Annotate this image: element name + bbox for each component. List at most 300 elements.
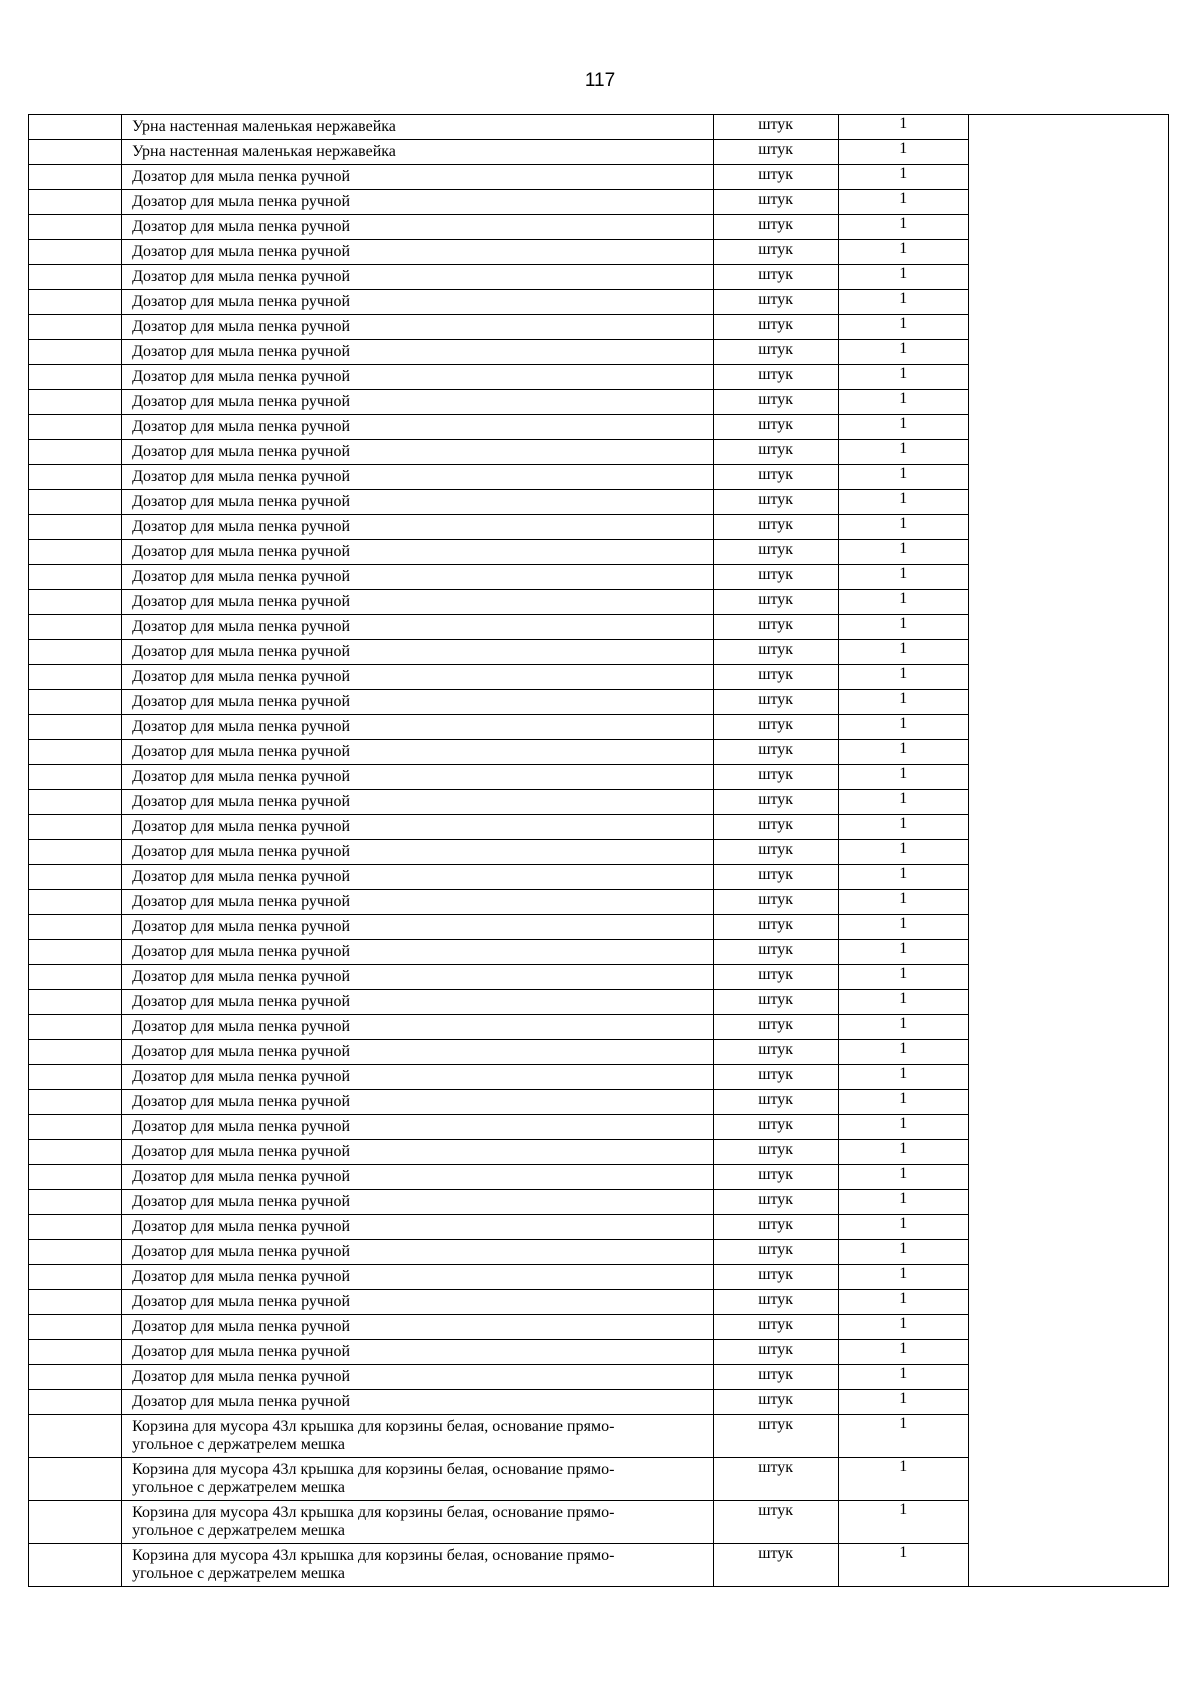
quantity-cell: 1 bbox=[838, 1040, 968, 1065]
note-cell bbox=[968, 465, 1168, 490]
quantity-cell: 1 bbox=[838, 515, 968, 540]
table-row bbox=[29, 715, 1169, 740]
row-number-cell bbox=[29, 640, 122, 665]
table-row bbox=[29, 265, 1169, 290]
quantity-cell: 1 bbox=[838, 340, 968, 365]
item-name-line: угольное с держатрелем мешка bbox=[132, 1436, 345, 1453]
table-row bbox=[29, 615, 1169, 640]
table-row bbox=[29, 1215, 1169, 1240]
unit-cell: штук bbox=[713, 115, 838, 140]
table-row bbox=[29, 1190, 1169, 1215]
item-name-line: угольное с держатрелем мешка bbox=[132, 1522, 345, 1539]
table-row bbox=[29, 390, 1169, 415]
item-name-cell: Дозатор для мыла пенка ручной bbox=[122, 190, 714, 215]
quantity-cell: 1 bbox=[838, 790, 968, 815]
quantity-cell: 1 bbox=[838, 1415, 968, 1458]
item-name-line: Корзина для мусора 43л крышка для корзины белая, основание прямо- bbox=[132, 1504, 615, 1521]
note-cell bbox=[968, 290, 1168, 315]
row-number-cell bbox=[29, 315, 122, 340]
note-cell bbox=[968, 1090, 1168, 1115]
table-row bbox=[29, 890, 1169, 915]
quantity-cell: 1 bbox=[838, 215, 968, 240]
row-number-cell bbox=[29, 1165, 122, 1190]
note-cell bbox=[968, 390, 1168, 415]
quantity-cell: 1 bbox=[838, 1501, 968, 1544]
unit-cell: штук bbox=[713, 365, 838, 390]
unit-cell: штук bbox=[713, 1290, 838, 1315]
table-row bbox=[29, 1390, 1169, 1415]
note-cell bbox=[968, 1501, 1168, 1544]
quantity-cell: 1 bbox=[838, 1165, 968, 1190]
quantity-cell: 1 bbox=[838, 1140, 968, 1165]
quantity-cell: 1 bbox=[838, 715, 968, 740]
quantity-cell: 1 bbox=[838, 165, 968, 190]
unit-cell: штук bbox=[713, 740, 838, 765]
table-row bbox=[29, 1415, 1169, 1458]
item-name-cell: Дозатор для мыла пенка ручной bbox=[122, 1165, 714, 1190]
row-number-cell bbox=[29, 765, 122, 790]
note-cell bbox=[968, 1240, 1168, 1265]
item-name-cell: Дозатор для мыла пенка ручной bbox=[122, 315, 714, 340]
quantity-cell: 1 bbox=[838, 315, 968, 340]
unit-cell: штук bbox=[713, 1065, 838, 1090]
row-number-cell bbox=[29, 1090, 122, 1115]
row-number-cell bbox=[29, 715, 122, 740]
note-cell bbox=[968, 565, 1168, 590]
note-cell bbox=[968, 1290, 1168, 1315]
quantity-cell: 1 bbox=[838, 1290, 968, 1315]
table-row bbox=[29, 865, 1169, 890]
table-row bbox=[29, 1140, 1169, 1165]
row-number-cell bbox=[29, 365, 122, 390]
row-number-cell bbox=[29, 890, 122, 915]
item-name-cell: Дозатор для мыла пенка ручной bbox=[122, 1265, 714, 1290]
row-number-cell bbox=[29, 1215, 122, 1240]
item-name-cell: Дозатор для мыла пенка ручной bbox=[122, 615, 714, 640]
quantity-cell: 1 bbox=[838, 190, 968, 215]
quantity-cell: 1 bbox=[838, 740, 968, 765]
item-name-cell: Дозатор для мыла пенка ручной bbox=[122, 515, 714, 540]
quantity-cell: 1 bbox=[838, 840, 968, 865]
row-number-cell bbox=[29, 1365, 122, 1390]
row-number-cell bbox=[29, 1290, 122, 1315]
unit-cell: штук bbox=[713, 140, 838, 165]
unit-cell: штук bbox=[713, 1265, 838, 1290]
row-number-cell bbox=[29, 1415, 122, 1458]
item-name-cell: Дозатор для мыла пенка ручной bbox=[122, 1240, 714, 1265]
note-cell bbox=[968, 340, 1168, 365]
unit-cell: штук bbox=[713, 1140, 838, 1165]
note-cell bbox=[968, 865, 1168, 890]
quantity-cell: 1 bbox=[838, 690, 968, 715]
item-name-cell: Дозатор для мыла пенка ручной bbox=[122, 1315, 714, 1340]
quantity-cell: 1 bbox=[838, 465, 968, 490]
item-name-cell bbox=[122, 1544, 714, 1587]
quantity-cell: 1 bbox=[838, 1115, 968, 1140]
row-number-cell bbox=[29, 1265, 122, 1290]
item-name-cell: Дозатор для мыла пенка ручной bbox=[122, 440, 714, 465]
row-number-cell bbox=[29, 1544, 122, 1587]
table-row bbox=[29, 290, 1169, 315]
note-cell bbox=[968, 1415, 1168, 1458]
note-cell bbox=[968, 1315, 1168, 1340]
unit-cell: штук bbox=[713, 440, 838, 465]
table-row bbox=[29, 990, 1169, 1015]
note-cell bbox=[968, 965, 1168, 990]
table-row bbox=[29, 840, 1169, 865]
quantity-cell: 1 bbox=[838, 265, 968, 290]
unit-cell: штук bbox=[713, 1115, 838, 1140]
unit-cell: штук bbox=[713, 965, 838, 990]
inventory-table bbox=[28, 114, 1169, 1587]
item-name-cell: Дозатор для мыла пенка ручной bbox=[122, 1140, 714, 1165]
note-cell bbox=[968, 215, 1168, 240]
quantity-cell: 1 bbox=[838, 415, 968, 440]
quantity-cell: 1 bbox=[838, 940, 968, 965]
note-cell bbox=[968, 1165, 1168, 1190]
note-cell bbox=[968, 1265, 1168, 1290]
unit-cell: штук bbox=[713, 640, 838, 665]
note-cell bbox=[968, 665, 1168, 690]
unit-cell: штук bbox=[713, 840, 838, 865]
item-name-cell: Дозатор для мыла пенка ручной bbox=[122, 365, 714, 390]
unit-cell: штук bbox=[713, 1190, 838, 1215]
item-name-cell: Дозатор для мыла пенка ручной bbox=[122, 465, 714, 490]
row-number-cell bbox=[29, 240, 122, 265]
table-row bbox=[29, 515, 1169, 540]
note-cell bbox=[968, 1215, 1168, 1240]
unit-cell: штук bbox=[713, 390, 838, 415]
table-row bbox=[29, 465, 1169, 490]
unit-cell: штук bbox=[713, 790, 838, 815]
unit-cell: штук bbox=[713, 1165, 838, 1190]
note-cell bbox=[968, 765, 1168, 790]
row-number-cell bbox=[29, 665, 122, 690]
quantity-cell: 1 bbox=[838, 290, 968, 315]
item-name-cell: Дозатор для мыла пенка ручной bbox=[122, 1290, 714, 1315]
table-row bbox=[29, 1365, 1169, 1390]
item-name-line: Корзина для мусора 43л крышка для корзины белая, основание прямо- bbox=[132, 1418, 615, 1435]
unit-cell: штук bbox=[713, 865, 838, 890]
table-row bbox=[29, 1115, 1169, 1140]
row-number-cell bbox=[29, 1065, 122, 1090]
note-cell bbox=[968, 815, 1168, 840]
quantity-cell: 1 bbox=[838, 1265, 968, 1290]
table-row bbox=[29, 1458, 1169, 1501]
quantity-cell: 1 bbox=[838, 590, 968, 615]
quantity-cell: 1 bbox=[838, 1544, 968, 1587]
item-name-cell: Дозатор для мыла пенка ручной bbox=[122, 915, 714, 940]
item-name-cell: Дозатор для мыла пенка ручной bbox=[122, 290, 714, 315]
unit-cell: штук bbox=[713, 1315, 838, 1340]
quantity-cell: 1 bbox=[838, 890, 968, 915]
table-row bbox=[29, 965, 1169, 990]
item-name-cell: Дозатор для мыла пенка ручной bbox=[122, 690, 714, 715]
table-row bbox=[29, 740, 1169, 765]
quantity-cell: 1 bbox=[838, 640, 968, 665]
note-cell bbox=[968, 1040, 1168, 1065]
table-row bbox=[29, 165, 1169, 190]
unit-cell: штук bbox=[713, 565, 838, 590]
item-name-cell: Дозатор для мыла пенка ручной bbox=[122, 1115, 714, 1140]
item-name-cell: Дозатор для мыла пенка ручной bbox=[122, 640, 714, 665]
unit-cell: штук bbox=[713, 815, 838, 840]
note-cell bbox=[968, 715, 1168, 740]
item-name-cell: Дозатор для мыла пенка ручной bbox=[122, 1015, 714, 1040]
note-cell bbox=[968, 840, 1168, 865]
table-row bbox=[29, 315, 1169, 340]
quantity-cell: 1 bbox=[838, 765, 968, 790]
row-number-cell bbox=[29, 1390, 122, 1415]
note-cell bbox=[968, 1544, 1168, 1587]
quantity-cell: 1 bbox=[838, 390, 968, 415]
row-number-cell bbox=[29, 865, 122, 890]
row-number-cell bbox=[29, 165, 122, 190]
note-cell bbox=[968, 1015, 1168, 1040]
table-row bbox=[29, 940, 1169, 965]
item-name-cell: Дозатор для мыла пенка ручной bbox=[122, 865, 714, 890]
item-name-cell bbox=[122, 1501, 714, 1544]
unit-cell: штук bbox=[713, 1340, 838, 1365]
table-row bbox=[29, 115, 1169, 140]
item-name-line: Корзина для мусора 43л крышка для корзины белая, основание прямо- bbox=[132, 1461, 615, 1478]
item-name-cell: Дозатор для мыла пенка ручной bbox=[122, 240, 714, 265]
note-cell bbox=[968, 915, 1168, 940]
quantity-cell: 1 bbox=[838, 140, 968, 165]
item-name-cell: Дозатор для мыла пенка ручной bbox=[122, 1340, 714, 1365]
row-number-cell bbox=[29, 190, 122, 215]
table-row bbox=[29, 540, 1169, 565]
row-number-cell bbox=[29, 1501, 122, 1544]
item-name-cell: Дозатор для мыла пенка ручной bbox=[122, 840, 714, 865]
item-name-cell: Дозатор для мыла пенка ручной bbox=[122, 715, 714, 740]
quantity-cell: 1 bbox=[838, 565, 968, 590]
table-row bbox=[29, 1040, 1169, 1065]
note-cell bbox=[968, 315, 1168, 340]
unit-cell: штук bbox=[713, 1090, 838, 1115]
unit-cell: штук bbox=[713, 1390, 838, 1415]
unit-cell: штук bbox=[713, 1544, 838, 1587]
item-name-cell: Дозатор для мыла пенка ручной bbox=[122, 165, 714, 190]
unit-cell: штук bbox=[713, 340, 838, 365]
table-row bbox=[29, 1340, 1169, 1365]
unit-cell: штук bbox=[713, 315, 838, 340]
item-name-cell: Дозатор для мыла пенка ручной bbox=[122, 390, 714, 415]
row-number-cell bbox=[29, 1190, 122, 1215]
note-cell bbox=[968, 1458, 1168, 1501]
quantity-cell: 1 bbox=[838, 615, 968, 640]
unit-cell: штук bbox=[713, 165, 838, 190]
unit-cell: штук bbox=[713, 1365, 838, 1390]
table-row bbox=[29, 565, 1169, 590]
quantity-cell: 1 bbox=[838, 1065, 968, 1090]
note-cell bbox=[968, 1390, 1168, 1415]
note-cell bbox=[968, 1115, 1168, 1140]
table-row bbox=[29, 1090, 1169, 1115]
item-name-cell: Дозатор для мыла пенка ручной bbox=[122, 490, 714, 515]
item-name-cell: Дозатор для мыла пенка ручной bbox=[122, 340, 714, 365]
unit-cell: штук bbox=[713, 265, 838, 290]
unit-cell: штук bbox=[713, 190, 838, 215]
note-cell bbox=[968, 940, 1168, 965]
item-name-cell: Дозатор для мыла пенка ручной bbox=[122, 765, 714, 790]
row-number-cell bbox=[29, 515, 122, 540]
row-number-cell bbox=[29, 690, 122, 715]
row-number-cell bbox=[29, 590, 122, 615]
item-name-line: угольное с держатрелем мешка bbox=[132, 1479, 345, 1496]
item-name-cell: Дозатор для мыла пенка ручной bbox=[122, 265, 714, 290]
item-name-cell: Дозатор для мыла пенка ручной bbox=[122, 1365, 714, 1390]
quantity-cell: 1 bbox=[838, 815, 968, 840]
table-row bbox=[29, 440, 1169, 465]
quantity-cell: 1 bbox=[838, 1190, 968, 1215]
row-number-cell bbox=[29, 1315, 122, 1340]
note-cell bbox=[968, 540, 1168, 565]
note-cell bbox=[968, 265, 1168, 290]
row-number-cell bbox=[29, 790, 122, 815]
item-name-cell: Дозатор для мыла пенка ручной bbox=[122, 1215, 714, 1240]
table-row bbox=[29, 215, 1169, 240]
row-number-cell bbox=[29, 115, 122, 140]
row-number-cell bbox=[29, 415, 122, 440]
note-cell bbox=[968, 890, 1168, 915]
row-number-cell bbox=[29, 440, 122, 465]
unit-cell: штук bbox=[713, 1415, 838, 1458]
quantity-cell: 1 bbox=[838, 1365, 968, 1390]
row-number-cell bbox=[29, 1040, 122, 1065]
quantity-cell: 1 bbox=[838, 1015, 968, 1040]
quantity-cell: 1 bbox=[838, 990, 968, 1015]
quantity-cell: 1 bbox=[838, 490, 968, 515]
unit-cell: штук bbox=[713, 590, 838, 615]
row-number-cell bbox=[29, 465, 122, 490]
table-row bbox=[29, 1544, 1169, 1587]
quantity-cell: 1 bbox=[838, 1090, 968, 1115]
row-number-cell bbox=[29, 140, 122, 165]
row-number-cell bbox=[29, 215, 122, 240]
row-number-cell bbox=[29, 340, 122, 365]
note-cell bbox=[968, 640, 1168, 665]
item-name-cell: Дозатор для мыла пенка ручной bbox=[122, 965, 714, 990]
item-name-cell: Урна настенная маленькая нержавейка bbox=[122, 140, 714, 165]
item-name-cell: Дозатор для мыла пенка ручной bbox=[122, 540, 714, 565]
note-cell bbox=[968, 440, 1168, 465]
table-row bbox=[29, 1015, 1169, 1040]
table-row bbox=[29, 590, 1169, 615]
note-cell bbox=[968, 615, 1168, 640]
table-row bbox=[29, 665, 1169, 690]
item-name-cell: Урна настенная маленькая нержавейка bbox=[122, 115, 714, 140]
quantity-cell: 1 bbox=[838, 365, 968, 390]
unit-cell: штук bbox=[713, 615, 838, 640]
quantity-cell: 1 bbox=[838, 1215, 968, 1240]
item-name-cell: Дозатор для мыла пенка ручной bbox=[122, 1190, 714, 1215]
unit-cell: штук bbox=[713, 1015, 838, 1040]
row-number-cell bbox=[29, 990, 122, 1015]
note-cell bbox=[968, 1140, 1168, 1165]
unit-cell: штук bbox=[713, 215, 838, 240]
note-cell bbox=[968, 415, 1168, 440]
row-number-cell bbox=[29, 490, 122, 515]
table-row bbox=[29, 1240, 1169, 1265]
row-number-cell bbox=[29, 840, 122, 865]
row-number-cell bbox=[29, 965, 122, 990]
note-cell bbox=[968, 990, 1168, 1015]
table-row bbox=[29, 690, 1169, 715]
row-number-cell bbox=[29, 1115, 122, 1140]
item-name-cell: Дозатор для мыла пенка ручной bbox=[122, 790, 714, 815]
row-number-cell bbox=[29, 290, 122, 315]
table-row bbox=[29, 490, 1169, 515]
item-name-cell: Дозатор для мыла пенка ручной bbox=[122, 940, 714, 965]
table-row bbox=[29, 640, 1169, 665]
note-cell bbox=[968, 165, 1168, 190]
note-cell bbox=[968, 740, 1168, 765]
unit-cell: штук bbox=[713, 465, 838, 490]
item-name-cell: Дозатор для мыла пенка ручной bbox=[122, 1040, 714, 1065]
note-cell bbox=[968, 190, 1168, 215]
item-name-cell bbox=[122, 1415, 714, 1458]
note-cell bbox=[968, 1365, 1168, 1390]
item-name-cell: Дозатор для мыла пенка ручной bbox=[122, 215, 714, 240]
unit-cell: штук bbox=[713, 240, 838, 265]
unit-cell: штук bbox=[713, 1458, 838, 1501]
note-cell bbox=[968, 115, 1168, 140]
unit-cell: штук bbox=[713, 940, 838, 965]
table-row bbox=[29, 415, 1169, 440]
table-row bbox=[29, 1265, 1169, 1290]
quantity-cell: 1 bbox=[838, 1240, 968, 1265]
unit-cell: штук bbox=[713, 715, 838, 740]
row-number-cell bbox=[29, 565, 122, 590]
row-number-cell bbox=[29, 815, 122, 840]
row-number-cell bbox=[29, 1140, 122, 1165]
inventory-table-body bbox=[29, 115, 1169, 1587]
unit-cell: штук bbox=[713, 490, 838, 515]
item-name-cell: Дозатор для мыла пенка ручной bbox=[122, 815, 714, 840]
row-number-cell bbox=[29, 390, 122, 415]
note-cell bbox=[968, 240, 1168, 265]
item-name-cell: Дозатор для мыла пенка ручной bbox=[122, 665, 714, 690]
quantity-cell: 1 bbox=[838, 115, 968, 140]
quantity-cell: 1 bbox=[838, 965, 968, 990]
unit-cell: штук bbox=[713, 765, 838, 790]
row-number-cell bbox=[29, 1458, 122, 1501]
item-name-cell: Дозатор для мыла пенка ручной bbox=[122, 565, 714, 590]
unit-cell: штук bbox=[713, 540, 838, 565]
row-number-cell bbox=[29, 1340, 122, 1365]
table-row bbox=[29, 915, 1169, 940]
table-row bbox=[29, 340, 1169, 365]
item-name-cell: Дозатор для мыла пенка ручной bbox=[122, 890, 714, 915]
quantity-cell: 1 bbox=[838, 240, 968, 265]
unit-cell: штук bbox=[713, 1240, 838, 1265]
item-name-cell: Дозатор для мыла пенка ручной bbox=[122, 590, 714, 615]
table-row bbox=[29, 1315, 1169, 1340]
unit-cell: штук bbox=[713, 690, 838, 715]
unit-cell: штук bbox=[713, 990, 838, 1015]
quantity-cell: 1 bbox=[838, 440, 968, 465]
table-row bbox=[29, 815, 1169, 840]
table-row bbox=[29, 240, 1169, 265]
item-name-cell bbox=[122, 1458, 714, 1501]
row-number-cell bbox=[29, 915, 122, 940]
unit-cell: штук bbox=[713, 290, 838, 315]
table-row bbox=[29, 1290, 1169, 1315]
table-row bbox=[29, 790, 1169, 815]
row-number-cell bbox=[29, 265, 122, 290]
quantity-cell: 1 bbox=[838, 865, 968, 890]
